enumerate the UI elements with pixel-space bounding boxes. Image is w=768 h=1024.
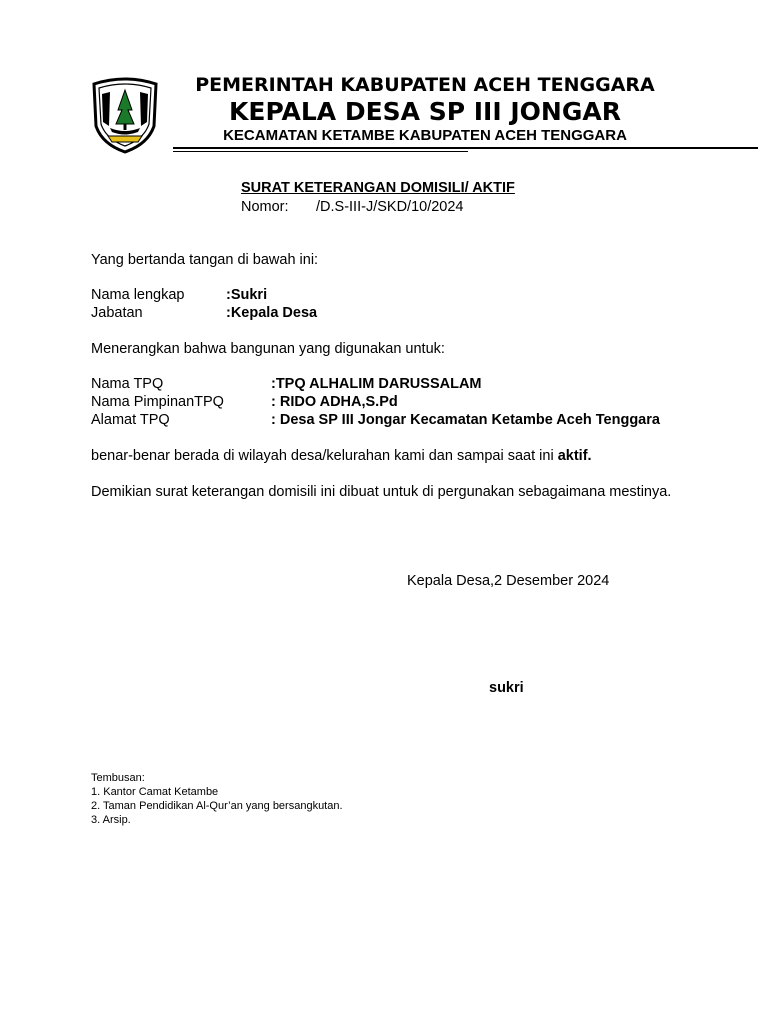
tpq-leader-value: : RIDO ADHA,S.Pd: [271, 394, 398, 410]
letter-number-label: Nomor:: [241, 199, 289, 215]
letterhead-divider-thin: [173, 151, 468, 152]
letter-title: SURAT KETERANGAN DOMISILI/ AKTIF: [241, 180, 515, 196]
tpq-address-value: : Desa SP III Jongar Kecamatan Ketambe Aceh Tenggara: [271, 412, 660, 428]
signature-name: sukri: [489, 680, 524, 696]
government-name: PEMERINTAH KABUPATEN ACEH TENGGARA: [195, 74, 655, 96]
cc-title: Tembusan:: [91, 772, 145, 784]
confirmation-text: benar-benar berada di wilayah desa/kelurahan kami dan sampai saat ini: [91, 448, 558, 464]
cc-item: 1. Kantor Camat Ketambe: [91, 786, 219, 798]
letterhead-divider-thick: [173, 147, 758, 149]
district-name: KECAMATAN KETAMBE KABUPATEN ACEH TENGGARA: [223, 127, 627, 144]
signer-name-value: :Sukri: [226, 287, 268, 303]
closing-paragraph: Demikian surat keterangan domisili ini dibuat untuk di pergunakan sebagaimana mestinya.: [91, 484, 672, 500]
signer-name-label: Nama lengkap: [91, 287, 185, 303]
signer-position-value: :Kepala Desa: [226, 305, 318, 321]
cc-item: 2. Taman Pendidikan Al-Qur’an yang bersangkutan.: [91, 800, 343, 812]
regency-emblem-icon: [88, 76, 162, 154]
tpq-leader-label: Nama PimpinanTPQ: [91, 394, 224, 410]
confirmation-paragraph: [91, 448, 592, 464]
tpq-name-label: Nama TPQ: [91, 376, 164, 392]
confirmation-emphasis: aktif.: [557, 448, 592, 464]
letter-number-value: /D.S-III-J/SKD/10/2024: [316, 199, 464, 215]
tpq-name-value: :TPQ ALHALIM DARUSSALAM: [271, 376, 482, 392]
signature-place-date: Kepala Desa,2 Desember 2024: [407, 573, 610, 589]
signer-position-label: Jabatan: [91, 305, 143, 321]
cc-item: 3. Arsip.: [91, 814, 131, 826]
intro-text: Yang bertanda tangan di bawah ini:: [91, 252, 319, 268]
tpq-address-label: Alamat TPQ: [91, 412, 170, 428]
village-head-title: KEPALA DESA SP III JONGAR: [229, 97, 621, 126]
statement-text: Menerangkan bahwa bangunan yang digunakan untuk:: [91, 341, 445, 357]
